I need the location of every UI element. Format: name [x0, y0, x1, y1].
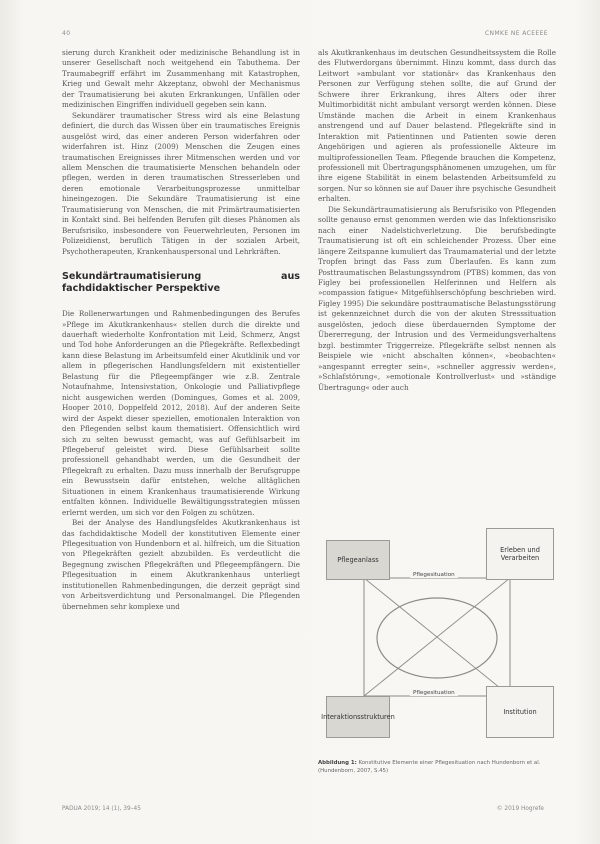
page-number: 40 — [62, 30, 71, 37]
paragraph: Die Sekundärtraumatisierung als Berufsrisiko von Pflegenden sollte genauso ernst genommen werden wie das Infektionsrisiko nach einer Nadelstichverletzung. Die berufsbedingte Traumatisierung ist oft ein schleichender Prozess. Über eine längere Zeitspanne kumuliert das Traumamaterial und der letzte Tropfen bringt das Fass zum Überlaufen. Es kann zum Posttraumatischen Belastungssyndrom (PTBS) kommen, das von Figley bei professionellen Helferinnen und Helfern als »compassion fatigue« Mitgefühlserschöpfung beschrieben wird. Figley 1995) Die sekundäre posttraumatische Belastungsstörung ist gekennzeichnet durch die von der akuten Stresssituation ausgelösten, jedoch diese überdauernden Symptome der Übererregung, der Intrusion und des Vermeidungsverhaltens bzgl. bestimmter Triggerreize. Pflegekräfte selbst nennen als Beispiele wie »nicht abschalten können«, »beobachten« »angespannt erregter sein«, »schneller aggressiv werden«, »Schlafstörung«, »emotionale Kontrollverlust« und »ständige Übertragung« oder auch — [318, 204, 556, 392]
footer-citation: PADUA 2019; 14 (1), 39–45 — [62, 806, 141, 812]
caption-text: Konstitutive Elemente einer Pflegesituation nach Hundenborn et al. (Hundenborn, 2007, S.45) — [318, 760, 541, 774]
box-institution: Institution — [486, 686, 554, 738]
center-ellipse — [377, 598, 497, 678]
paragraph: Sekundärer traumatischer Stress wird als eine Belastung definiert, die durch das Wissen über ein traumatisches Ereignis ausgelöst wird, das einer anderen Person widerfahren oder widerfahren ist. Hinz (2009) Menschen die Zeugen eines traumatischen Ereignisses ihrer Mitmenschen werden und vor allem Menschen die traumatisierte Menschen behandeln oder pflegen, werden in deren traumatischen Stresserleben und deren emotionale Verarbeitungsprozesse unmittelbar hineingezogen. Die Sekundäre Traumatisierung ist eine Traumatisierung von Menschen, die mit Primärtraumatisierten in Kontakt sind. Bei helfenden Berufen gilt dieses Phänomen als Berufsrisiko, insbesondere von Feuerwehrleuten, Personen im Polizeidienst, beruflich Tätigen in der sozialen Arbeit, Psychotherapeuten, Krankenhauspersonal und Lehrkräften. — [62, 110, 300, 256]
figure-caption — [318, 760, 556, 775]
left-column — [62, 48, 300, 612]
caption-label: Abbildung 1: — [318, 760, 357, 766]
figure-pflegesituation — [318, 522, 556, 762]
paragraph: als Akutkrankenhaus im deutschen Gesundheitssystem die Rolle des Flutwerdorgans übernimmt. Hinzu kommt, dass durch das Leitwort »ambulant vor stationär« das Krankenhaus den Personen zur Verfügung stehen sollte, die auf Grund der Schwere ihrer Erkrankung, ihres Alters oder ihrer Multimorbidität nicht ambulant versorgt werden können. Diese Umstände machen die Arbeit in einem Krankenhaus anstrengend und auf Dauer belastend. Pflegekräfte sind in Interaktion mit Patientinnen und Patienten sowie deren Angehörigen und agieren als professionelle Akteure im multiprofessionellen Team. Pflegende brauchen die Kompetenz, professionell mit Übertragungsphänomenen umzugehen, um für ihre eigene Stabilität in einem belastenden Arbeitsumfeld zu sorgen. Nur so können sie auf Dauer ihre psychische Gesundheit erhalten. — [318, 48, 556, 204]
box-interaktionsstrukturen: Interaktionsstrukturen — [326, 696, 390, 738]
footer-publisher: © 2019 Hogrefe — [496, 806, 544, 812]
box-pflegeanlass: Pflegeanlass — [326, 540, 390, 580]
box-erleben-verarbeiten: Erleben und Verarbeiten — [486, 528, 554, 580]
right-column — [318, 48, 556, 393]
label-pflegesituation-bottom: Pflegesituation — [410, 690, 458, 696]
paragraph: Bei der Analyse des Handlungsfeldes Akutkrankenhaus ist das fachdidaktische Modell der konstitutiven Elemente einer Pflegesituation von Hundenborn et al. hilfreich, um die Situation von Pflegekräften gezielt abzubilden. Es verdeutlicht die Begegnung zwischen Pflegekräften und Pflegeempfängern. Die Pflegesituation in einem Akutkrankenhaus unterliegt institutionellen Rahmenbedingungen, die derzeit geprägt sind von Arbeitsverdichtung und Personalmangel. Die Pflegenden übernehmen sehr komplexe und — [62, 518, 300, 611]
paragraph: Die Rollenerwartungen und Rahmenbedingungen des Berufes »Pflege im Akutkrankenhaus« stellen durch die direkte und dauerhaft wiederholte Konfrontation mit Leid, Schmerz, Angst und Tod hohe Anforderungen an die Pflegekräfte. Reflexbedingt kann diese Belastung im Arbeitsumfeld einer Akutklinik und vor allem in pflegerischen Handlungsfeldern mit existentieller Belastung für die Pflegeempfänger wie z.B. Zentrale Notaufnahme, Intensivstation, Onkologie und Palliativpflege nicht ausgewichen werden (Domingues, Gomes et al. 2009, Hooper 2010, Doppelfeld 2012, 2018). Auf der anderen Seite wird der Aspekt dieser speziellen, emotionalen Interaktion von den Pflegenden selbst kaum thematisiert. Offensichtlich wird sich zu selten bewusst gemacht, was auf Gefühlsarbeit im Pflegeberuf geleistet wird. Diese Gefühlsarbeit sollte professionell gehandhabt werden, um die Gesundheit der Pflegekraft zu erhalten. Dazu muss innerhalb der Berufsgruppe ein Bewusstsein dafür entstehen, welche alltäglichen Situationen in einem Krankenhaus traumatisierende Wirkung entfalten können. Individuelle Bewältigungsstrategien müssen erlernt werden, um sich vor den Folgen zu schützen. — [62, 309, 300, 517]
section-heading: Sekundärtraumatisierung aus fachdidaktischer Perspektive — [62, 271, 300, 295]
journal-section: CNMKE NE ACEEEE — [484, 30, 548, 37]
label-pflegesituation-top: Pflegesituation — [410, 572, 458, 578]
paragraph: sierung durch Krankheit oder medizinische Behandlung ist in unserer Gesellschaft noch weitgehend ein Tabuthema. Der Traumabegriff erfährt im Zusammenhang mit Katastrophen, Krieg und Gewalt mehr Akzeptanz, obwohl der Mechanismus der Traumatisierung bei akuten Erkrankungen, Unfällen oder medizinischen Eingriffen individuell gegeben sein kann. — [62, 48, 300, 110]
